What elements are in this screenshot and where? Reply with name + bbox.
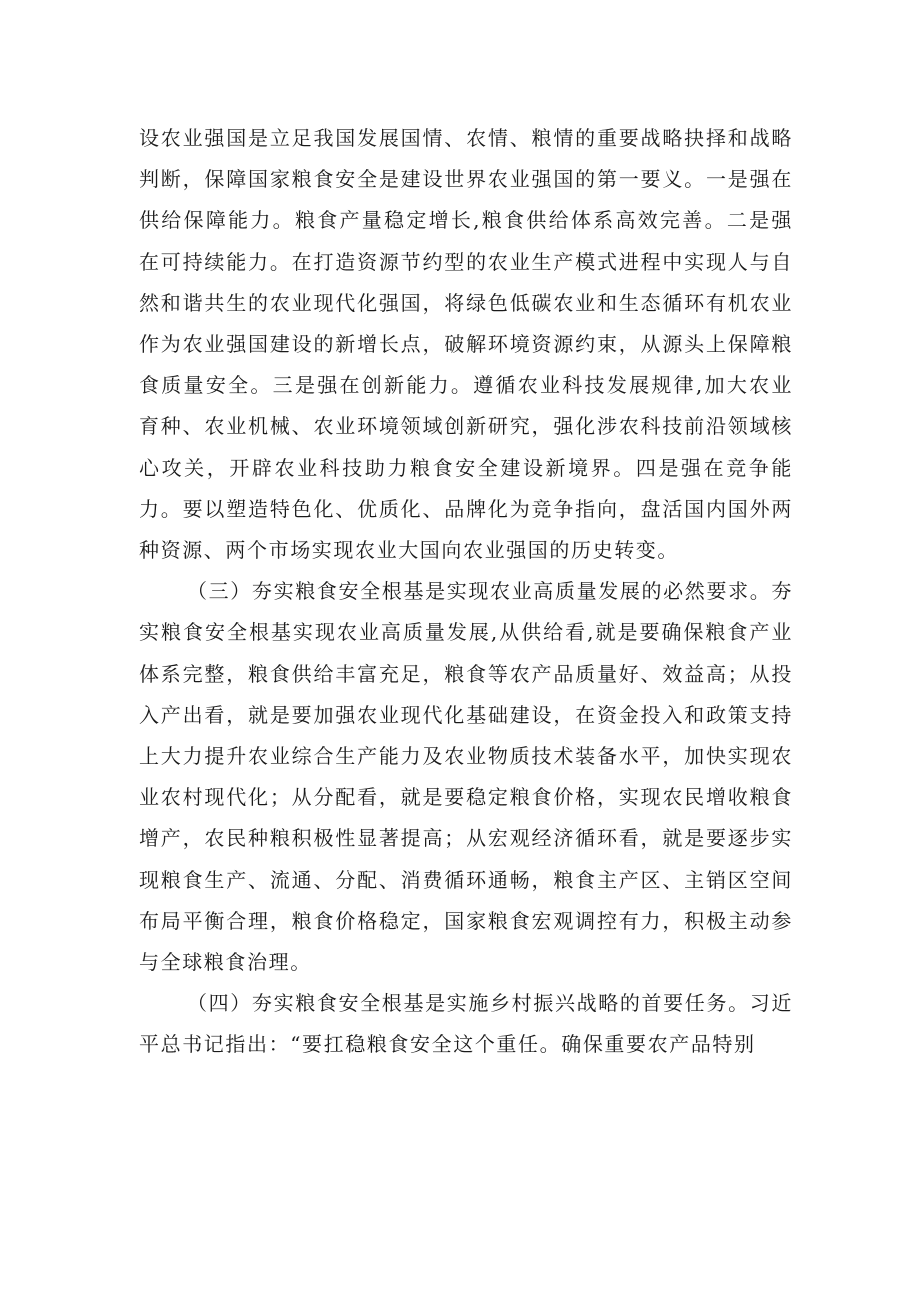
document-body: [139, 118, 793, 1066]
paragraph-agricultural-power: 设农业强国是立足我国发展国情、农情、粮情的重要战略抉择和战略判断，保障国家粮食安全是建设世界农业强国的第一要义。一是强在供给保障能力。粮食产量稳定增长,粮食供给体系高效完善。二是强在可持续能力。在打造资源节约型的农业生产模式进程中实现人与自然和谐共生的农业现代化强国，将绿色低碳农业和生态循环有机农业作为农业强国建设的新增长点，破解环境资源约束，从源头上保障粮食质量安全。三是强在创新能力。遵循农业科技发展规律,加大农业育种、农业机械、农业环境领域创新研究，强化涉农科技前沿领域核心攻关，开辟农业科技助力粮食安全建设新境界。四是强在竞争能力。要以塑造特色化、优质化、品牌化为竞争指向，盘活国内国外两种资源、两个市场实现农业大国向农业强国的历史转变。: [139, 126, 793, 563]
paragraph-rural-revitalization: （四）夯实粮食安全根基是实施乡村振兴战略的首要任务。习近平总书记指出：“要扛稳粮食安全这个重任。确保重要农产品特别: [139, 991, 793, 1057]
paragraph-high-quality-development: （三）夯实粮食安全根基是实现农业高质量发展的必然要求。夯实粮食安全根基实现农业高质量发展,从供给看,就是要确保粮食产业体系完整，粮食供给丰富充足，粮食等农产品质量好、效益高；从投入产出看，就是要加强农业现代化基础建设，在资金投入和政策支持上大力提升农业综合生产能力及农业物质技术装备水平，加快实现农业农村现代化；从分配看，就是要稳定粮食价格，实现农民增收粮食增产，农民种粮积极性显著提高；从宏观经济循环看，就是要逐步实现粮食生产、流通、分配、消费循环通畅，粮食主产区、主销区空间布局平衡合理，粮食价格稳定，国家粮食宏观调控有力，积极主动参与全球粮食治理。: [139, 579, 793, 975]
